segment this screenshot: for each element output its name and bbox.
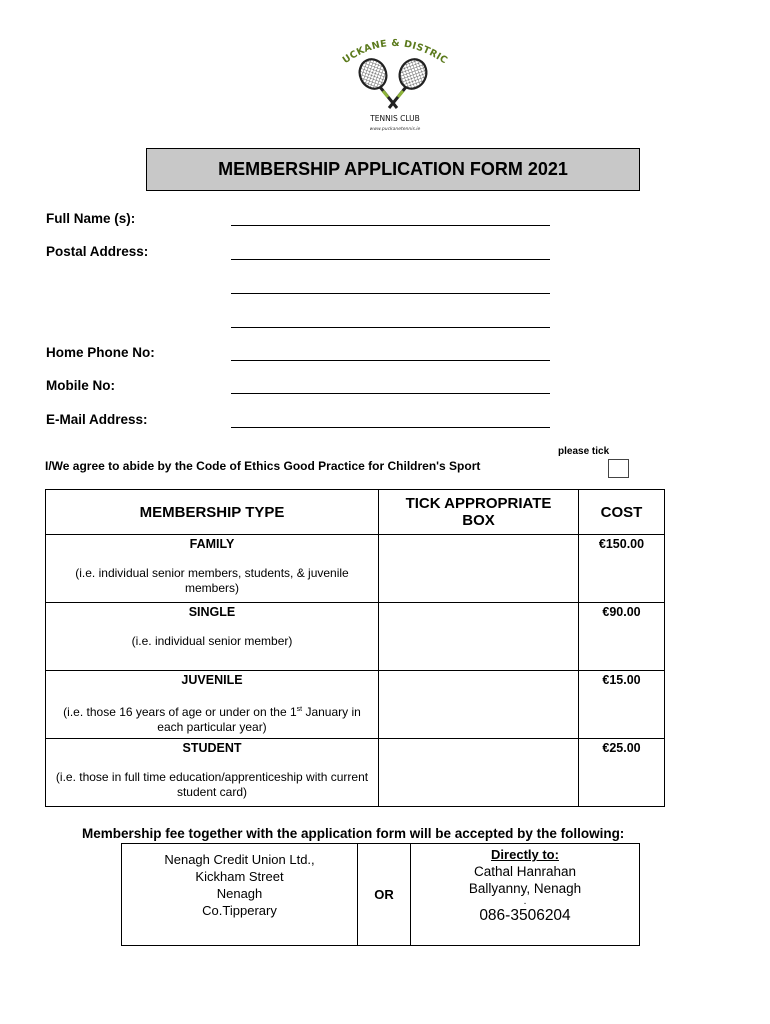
or-cell: OR [358, 844, 411, 946]
direct-address: Ballyanny, Nenagh [468, 881, 582, 896]
membership-type-description: (i.e. those in full time education/apprenticeship with current student card) [55, 770, 369, 799]
home-phone-line[interactable] [231, 360, 550, 361]
membership-cost: €15.00 [602, 673, 641, 687]
cost-cell [579, 671, 665, 739]
direct-dot: . [523, 896, 527, 907]
tick-cell-student[interactable] [379, 739, 579, 807]
full-name-label: Full Name (s): [46, 211, 136, 226]
mobile-label: Mobile No: [46, 378, 115, 393]
membership-type-name: SINGLE [188, 605, 236, 619]
form-title: MEMBERSHIP APPLICATION FORM 2021 [218, 159, 568, 179]
club-logo [335, 34, 455, 138]
membership-type-description: (i.e. individual senior member) [131, 634, 293, 648]
bank-line: Nenagh Credit Union Ltd., [164, 852, 315, 867]
payment-row [122, 844, 640, 946]
membership-type-cell [46, 671, 379, 739]
description-part: (i.e. those 16 years of age or under on the 1 [63, 705, 297, 719]
membership-cost: €90.00 [602, 605, 641, 619]
logo-website: www.puckanetennis.ie [369, 127, 421, 132]
bank-line: Kickham Street [195, 869, 284, 884]
logo-arc-text: UCKANE & DISTRIC [340, 37, 450, 67]
tick-cell-juvenile[interactable] [379, 671, 579, 739]
direct-cell [411, 844, 640, 946]
cost-cell [579, 739, 665, 807]
payment-note: Membership fee together with the application form will be accepted by the following: [82, 826, 625, 841]
membership-table [45, 489, 665, 807]
mobile-line[interactable] [231, 393, 550, 394]
membership-cost: €150.00 [598, 537, 645, 551]
postal-address-line-1[interactable] [231, 259, 550, 260]
agreement-checkbox[interactable] [608, 459, 629, 478]
bank-line: Nenagh [216, 886, 263, 901]
membership-type-name: STUDENT [182, 741, 242, 755]
description-part: January in each particular year) [157, 705, 361, 734]
membership-type-name: FAMILY [189, 537, 235, 551]
membership-header-row [46, 490, 665, 535]
form-title-box [146, 148, 640, 191]
membership-type-name: JUVENILE [181, 673, 243, 687]
postal-address-line-2[interactable] [231, 293, 550, 294]
membership-type-cell [46, 603, 379, 671]
please-tick-label: please tick [558, 446, 610, 457]
bank-cell [122, 844, 358, 946]
email-line[interactable] [231, 427, 550, 428]
postal-address-line-3[interactable] [231, 327, 550, 328]
racket-right-icon [389, 55, 431, 108]
header-cost: COST [579, 490, 665, 535]
direct-phone: 086-3506204 [479, 907, 571, 924]
table-row [46, 671, 665, 739]
agreement-text: I/We agree to abide by the Code of Ethics Good Practice for Children's Sport [45, 459, 481, 473]
direct-name: Cathal Hanrahan [473, 864, 577, 879]
full-name-line[interactable] [231, 225, 550, 226]
membership-type-cell [46, 535, 379, 603]
postal-address-label: Postal Address: [46, 244, 149, 259]
tick-cell-single[interactable] [379, 603, 579, 671]
cost-cell [579, 535, 665, 603]
logo-club-name: TENNIS CLUB [370, 114, 420, 123]
email-label: E-Mail Address: [46, 412, 148, 427]
cost-cell [579, 603, 665, 671]
header-membership-type: MEMBERSHIP TYPE [46, 490, 379, 535]
header-tick-box: TICK APPROPRIATE BOX [379, 490, 579, 535]
table-row [46, 603, 665, 671]
membership-cost: €25.00 [602, 741, 641, 755]
membership-type-description [46, 702, 378, 735]
description-superscript: st [296, 706, 303, 713]
membership-type-description: (i.e. individual senior members, students, & juvenile members) [75, 566, 349, 595]
table-row [46, 739, 665, 807]
direct-heading: Directly to: [491, 847, 559, 862]
membership-type-cell [46, 739, 379, 807]
table-row [46, 535, 665, 603]
racket-left-icon [355, 55, 397, 108]
bank-line: Co.Tipperary [202, 903, 277, 918]
tick-cell-family[interactable] [379, 535, 579, 603]
home-phone-label: Home Phone No: [46, 345, 155, 360]
payment-table [121, 843, 640, 946]
